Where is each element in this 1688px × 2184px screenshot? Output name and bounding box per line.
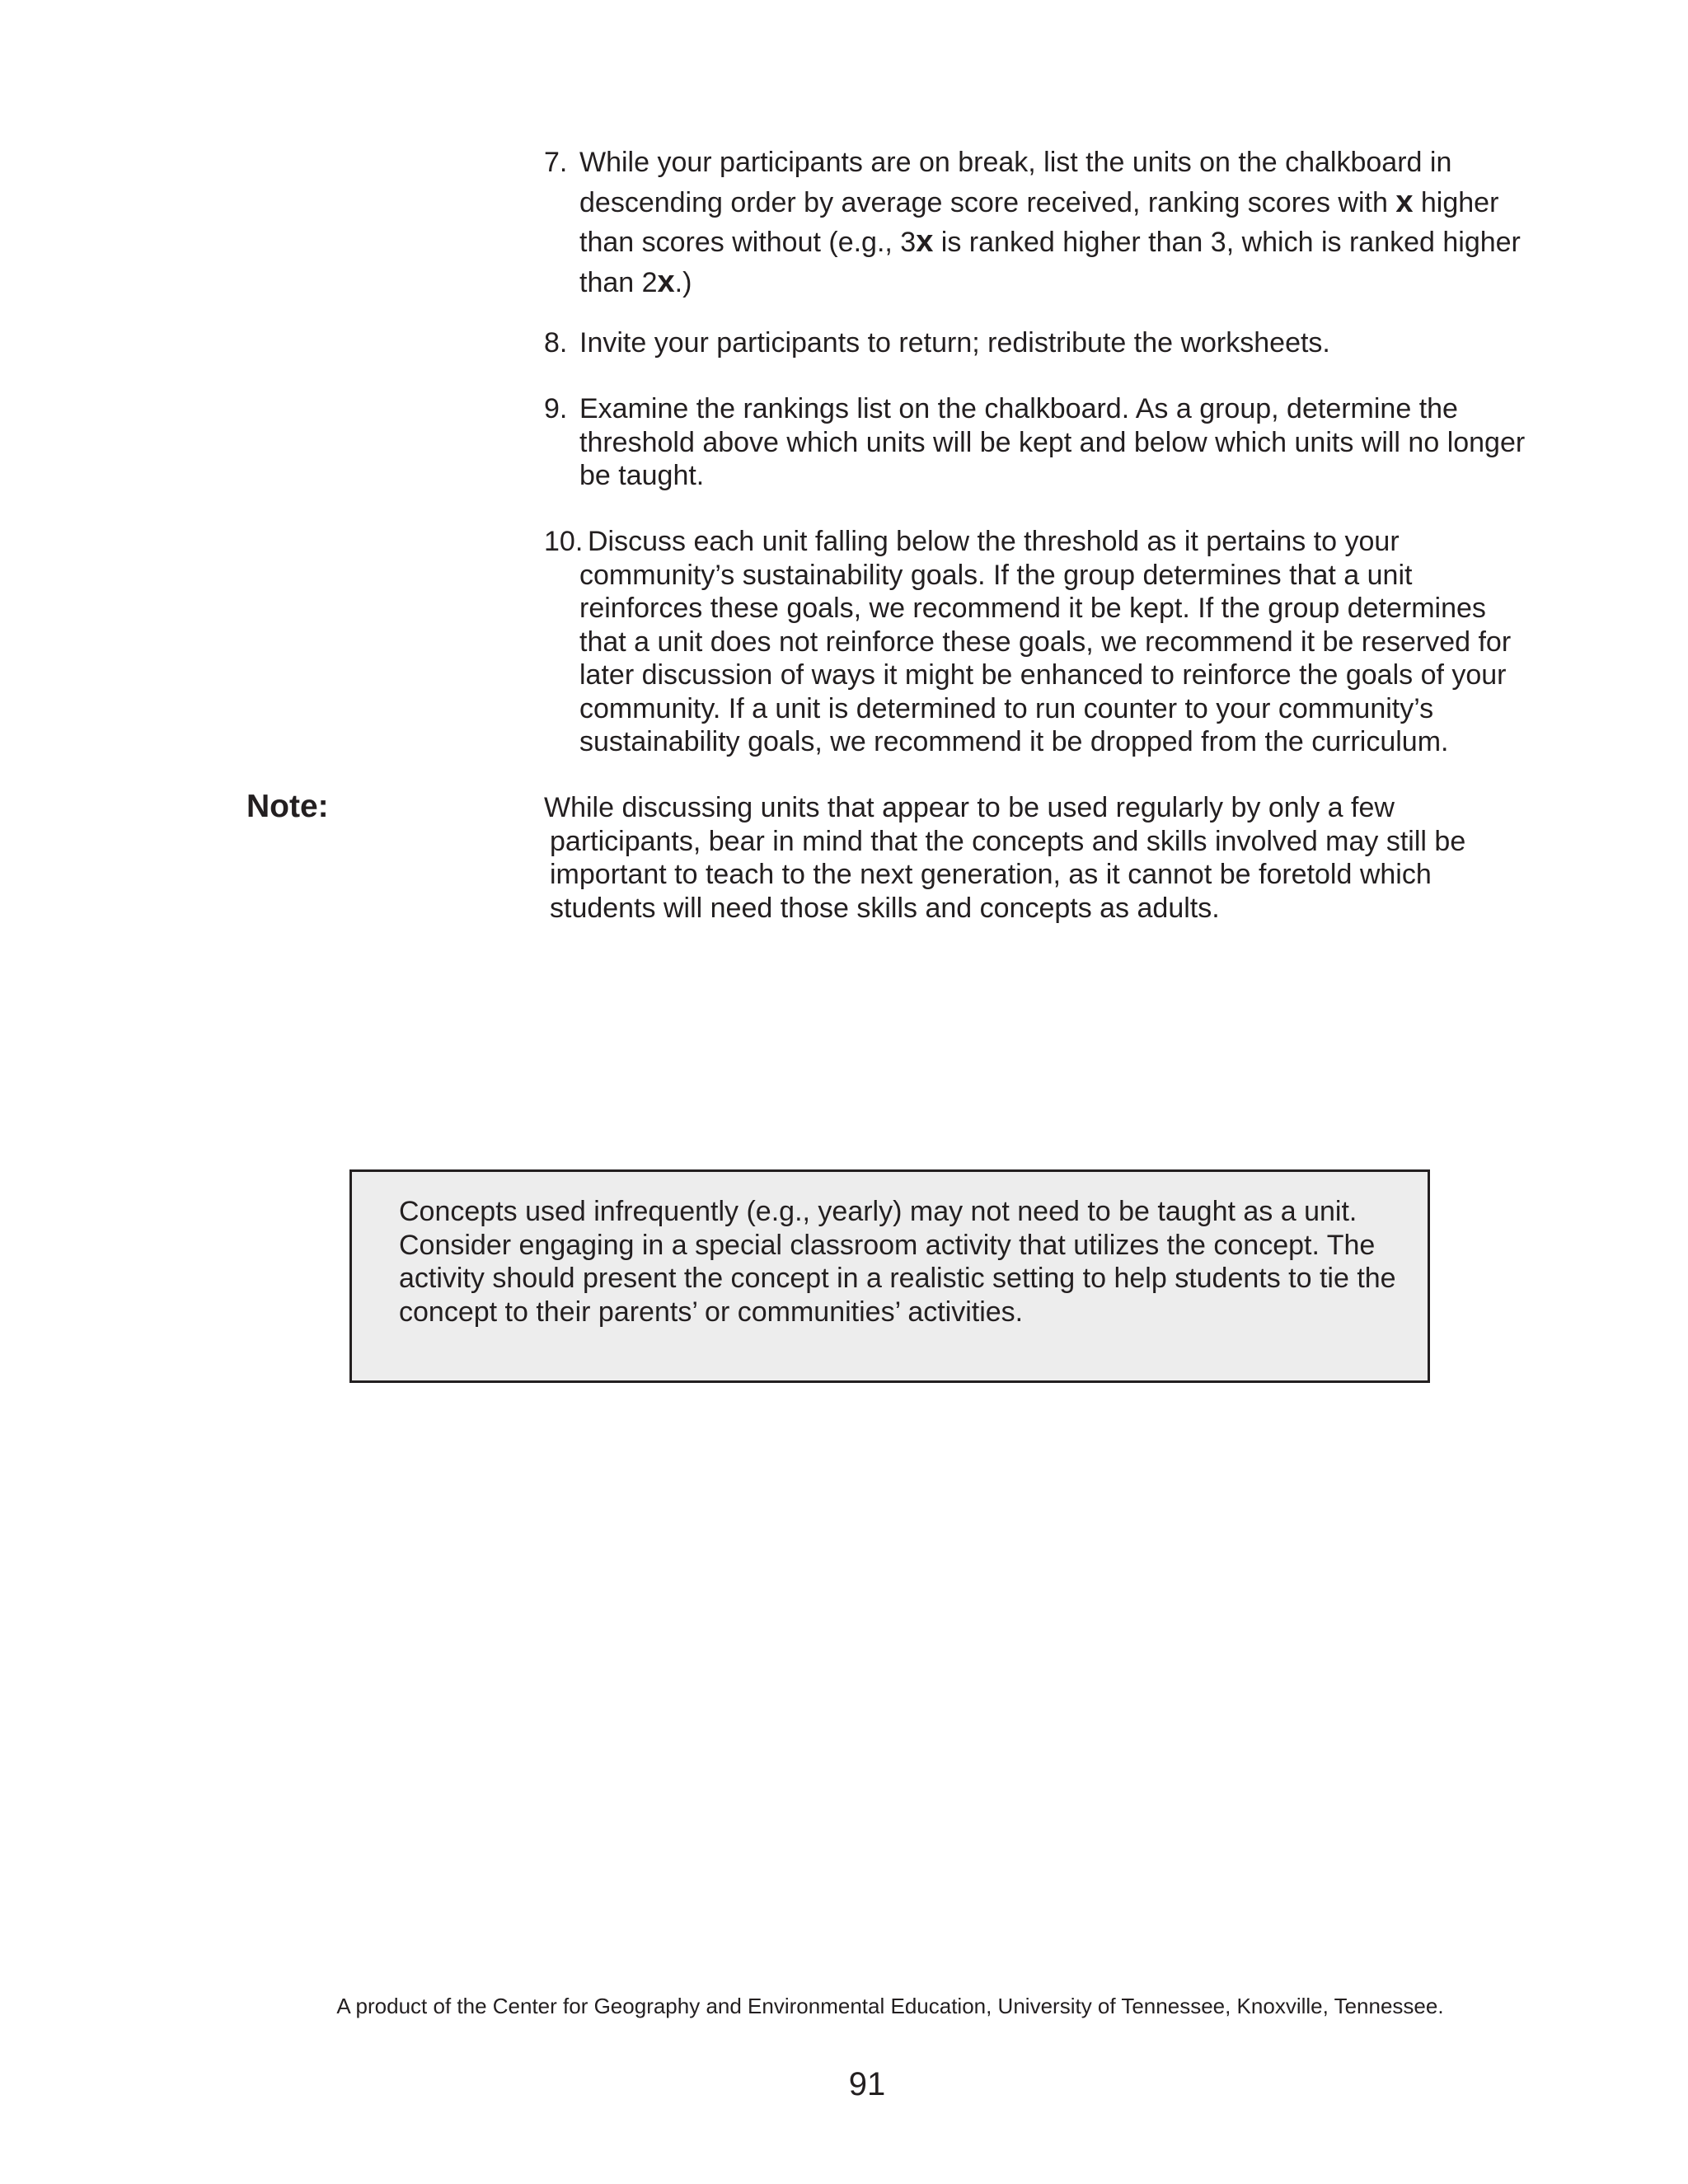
step-10-line-5: later discussion of ways it might be enhanced to reinforce the goals of your (579, 659, 1507, 691)
step-9 (544, 392, 1533, 493)
step-7 (544, 143, 1533, 302)
page-number: 91 (848, 2066, 886, 2102)
step-text: Invite your participants to return; redistribute the worksheets. (579, 327, 1330, 359)
step-10-line-6: community. If a unit is determined to run counter to your community’s (579, 692, 1434, 724)
note-text (544, 791, 1533, 925)
step-10-line-7: sustainability goals, we recommend it be dropped from the curriculum. (579, 726, 1449, 757)
step-number: 7. (544, 147, 568, 178)
note-line-2: participants, bear in mind that the concepts and skills involved may still be (550, 825, 1466, 857)
callout-text (399, 1195, 1404, 1329)
step-text: descending order by average score received, ranking scores with (579, 186, 1396, 218)
x-mark: x (916, 224, 934, 259)
note-line-1: While discussing units that appear to be used regularly by only a few (544, 792, 1395, 823)
x-mark: x (657, 264, 675, 299)
step-text: higher (1413, 186, 1499, 218)
note-line-3: important to teach to the next generation, as it cannot be foretold which (550, 859, 1432, 890)
step-text: Examine the rankings list on the chalkboard. As a group, determine the (579, 393, 1458, 424)
tip-callout-box (349, 1169, 1430, 1383)
step-text: .) (674, 266, 692, 298)
note-label: Note: (246, 789, 329, 824)
step-10-line-4: that a unit does not reinforce these goals, we recommend it be reserved for (579, 626, 1512, 658)
footer-credit: A product of the Center for Geography and Environmental Education, University of Tennessee, Knoxville, Tennessee. (336, 1994, 1444, 2018)
step-number: 9. (544, 393, 568, 424)
step-text: than scores without (e.g., 3 (579, 227, 917, 258)
step-text: Discuss each unit falling below the threshold as it pertains to your (588, 526, 1400, 557)
step-8 (544, 326, 1533, 360)
step-text: While your participants are on break, list the units on the chalkboard in (579, 147, 1452, 178)
x-mark: x (1395, 184, 1414, 219)
step-9-line-3: be taught. (579, 460, 705, 491)
step-9-line-1 (544, 392, 1533, 426)
callout-line-1: Concepts used infrequently (e.g., yearly) may not need to be taught as a unit. (399, 1196, 1357, 1227)
step-7-line-4 (544, 263, 1533, 303)
step-10-line-3: reinforces these goals, we recommend it be kept. If the group determines (579, 593, 1486, 624)
callout-line-2: Consider engaging in a special classroom activity that utilizes the concept. The (399, 1229, 1376, 1261)
step-10-line-1 (544, 525, 1533, 559)
step-9-line-2: threshold above which units will be kept and below which units will no longer (579, 426, 1526, 458)
step-text: than 2 (579, 266, 658, 298)
step-7-line-1 (544, 143, 1533, 183)
step-7-line-3 (544, 223, 1533, 263)
note-line-4: students will need those skills and concepts as adults. (550, 892, 1220, 924)
step-10-line-2: community’s sustainability goals. If the group determines that a unit (579, 559, 1413, 591)
step-10 (544, 525, 1533, 759)
step-number: 10. (544, 526, 584, 557)
callout-line-3: activity should present the concept in a realistic setting to help students to tie the (399, 1263, 1396, 1294)
step-8-line-1 (544, 326, 1533, 360)
step-text: is ranked higher than 3, which is ranked higher (933, 227, 1521, 258)
step-number: 8. (544, 327, 568, 359)
step-7-line-2 (544, 183, 1533, 223)
callout-line-4: concept to their parents’ or communities’ activities. (399, 1296, 1024, 1328)
